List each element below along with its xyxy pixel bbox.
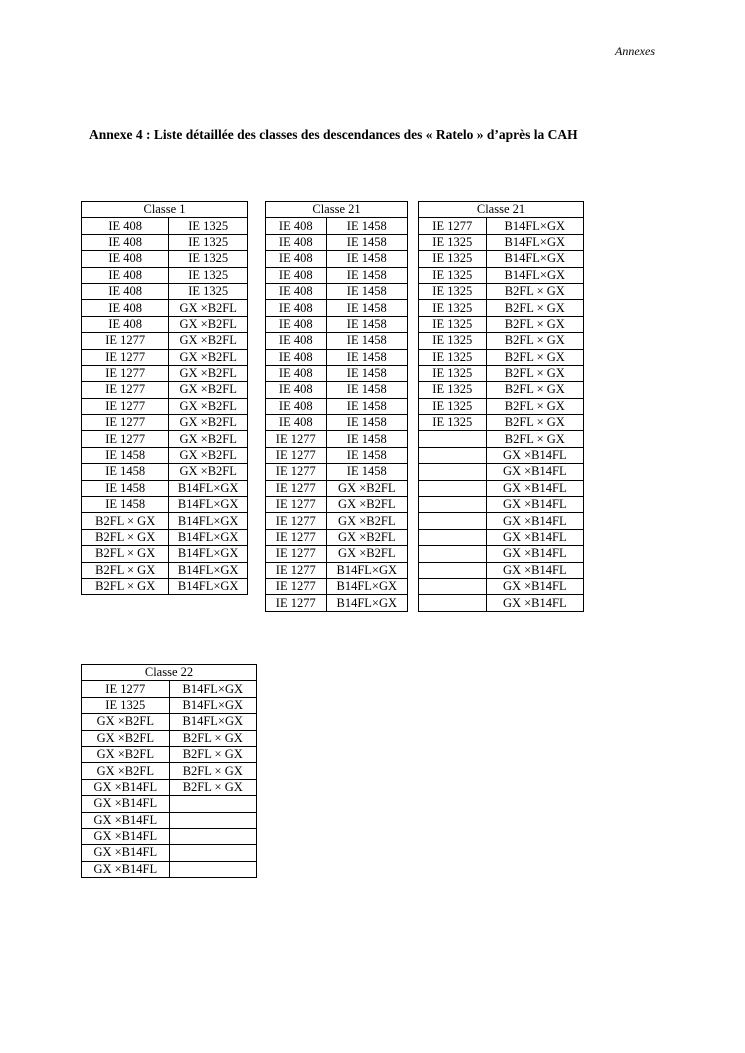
table-row [82,398,248,414]
cell-parent-2: GX ×B2FL [169,447,248,463]
cell-parent-2: B14FL×GX [486,251,583,267]
table-caption: Classe 21 [419,202,584,218]
table-row [82,812,257,828]
cell-parent-2: B2FL × GX [169,779,256,795]
table-row [82,431,248,447]
cell-parent-2: B14FL×GX [169,681,256,697]
cell-parent-1 [419,562,487,578]
page-title: Annexe 4 : Liste détaillée des classes des descendances des « Ratelo » d’après la CAH [89,127,578,142]
table-row [82,333,248,349]
table-row [82,697,257,713]
cell-parent-2: B2FL × GX [486,382,583,398]
cell-parent-1: GX ×B2FL [82,746,170,762]
cell-parent-1: IE 1325 [419,398,487,414]
cell-parent-1: GX ×B14FL [82,861,170,877]
cell-parent-1: GX ×B14FL [82,779,170,795]
table-row [82,513,248,529]
table-row [266,415,408,431]
table-row [266,267,408,283]
table-row [266,251,408,267]
table-row [266,562,408,578]
cell-parent-2: GX ×B2FL [169,365,248,381]
cell-parent-2: IE 1458 [326,415,408,431]
cell-parent-2: IE 1458 [326,218,408,234]
cell-parent-2: B2FL × GX [169,763,256,779]
cell-parent-2: B14FL×GX [169,578,248,594]
table-caption: Classe 1 [82,202,248,218]
cell-parent-1: IE 1277 [82,398,169,414]
cell-parent-2: GX ×B14FL [486,480,583,496]
table-row [82,681,257,697]
cell-parent-1: IE 1277 [82,415,169,431]
table-row [419,300,584,316]
cell-parent-2: B14FL×GX [169,714,256,730]
cell-parent-1: GX ×B2FL [82,714,170,730]
cell-parent-2: B2FL × GX [486,431,583,447]
table-row [266,382,408,398]
cell-parent-2: IE 1458 [326,234,408,250]
cell-parent-1: IE 1325 [419,251,487,267]
cell-parent-2: B14FL×GX [326,595,408,611]
cell-parent-2: B14FL×GX [486,218,583,234]
cell-parent-1 [419,431,487,447]
table-row [82,382,248,398]
table-row [419,333,584,349]
table-row [266,546,408,562]
table-row [266,316,408,332]
table-row [82,300,248,316]
cell-parent-2 [169,845,256,861]
cell-parent-2: B14FL×GX [169,529,248,545]
table-row [82,746,257,762]
cell-parent-2: GX ×B2FL [326,529,408,545]
table-row [82,365,248,381]
cell-parent-1 [419,546,487,562]
cell-parent-2: IE 1458 [326,398,408,414]
table-row [266,513,408,529]
table-row [82,349,248,365]
cell-parent-2: B2FL × GX [486,300,583,316]
table-row [419,349,584,365]
cell-parent-2: B2FL × GX [486,283,583,299]
table-row [266,349,408,365]
table-row [419,431,584,447]
table-row [419,513,584,529]
cell-parent-1: IE 1458 [82,497,169,513]
cell-parent-1: IE 1277 [419,218,487,234]
table-row [419,447,584,463]
cell-parent-1: B2FL × GX [82,578,169,594]
table-row [419,267,584,283]
cell-parent-1: B2FL × GX [82,546,169,562]
table-row [82,763,257,779]
cell-parent-2: GX ×B2FL [169,316,248,332]
cell-parent-2: IE 1458 [326,251,408,267]
table-row [266,578,408,594]
table-row [419,480,584,496]
cell-parent-1: IE 1277 [266,431,327,447]
cell-parent-1: IE 408 [266,283,327,299]
cell-parent-2: GX ×B2FL [169,398,248,414]
cell-parent-2: B14FL×GX [486,267,583,283]
table-row [419,529,584,545]
header-label: Annexes [615,44,655,58]
cell-parent-2: IE 1325 [169,251,248,267]
cell-parent-2: IE 1458 [326,464,408,480]
cell-parent-1: B2FL × GX [82,562,169,578]
cell-parent-1: IE 408 [266,365,327,381]
cell-parent-2: IE 1458 [326,431,408,447]
cell-parent-2: GX ×B14FL [486,578,583,594]
table-row [266,300,408,316]
cell-parent-2: GX ×B2FL [169,349,248,365]
cell-parent-1: IE 408 [82,234,169,250]
cell-parent-1: IE 408 [82,316,169,332]
cell-parent-2 [169,796,256,812]
table-row [82,828,257,844]
class-table-21b [418,201,584,612]
cell-parent-1: IE 1325 [419,349,487,365]
cell-parent-2: B14FL×GX [326,578,408,594]
cell-parent-1: IE 408 [82,251,169,267]
cell-parent-1: IE 1458 [82,480,169,496]
table-row [266,480,408,496]
cell-parent-1 [419,595,487,611]
table-row [82,267,248,283]
table-row [82,730,257,746]
cell-parent-2: GX ×B14FL [486,513,583,529]
cell-parent-2: GX ×B2FL [169,333,248,349]
class-table-22 [81,664,257,878]
table-row [419,382,584,398]
cell-parent-1: IE 1277 [82,431,169,447]
cell-parent-1: IE 1277 [266,546,327,562]
cell-parent-1: IE 408 [82,267,169,283]
table-row [266,218,408,234]
table-row [419,562,584,578]
cell-parent-2: IE 1458 [326,300,408,316]
table-row [266,497,408,513]
table-row [82,480,248,496]
cell-parent-2: GX ×B2FL [326,513,408,529]
cell-parent-2: GX ×B2FL [326,497,408,513]
cell-parent-1 [419,497,487,513]
cell-parent-1: GX ×B14FL [82,828,170,844]
table-row [419,365,584,381]
table-row [419,234,584,250]
cell-parent-1: IE 1277 [82,365,169,381]
cell-parent-2: B2FL × GX [486,398,583,414]
cell-parent-1: GX ×B2FL [82,763,170,779]
cell-parent-1: IE 1277 [266,497,327,513]
cell-parent-1: IE 1458 [82,464,169,480]
cell-parent-1 [419,529,487,545]
cell-parent-2: B2FL × GX [486,365,583,381]
table-row [82,529,248,545]
table-row [82,796,257,812]
table-row [82,283,248,299]
cell-parent-1 [419,447,487,463]
table-row [266,595,408,611]
cell-parent-2: IE 1325 [169,218,248,234]
table-row [266,447,408,463]
table-row [419,415,584,431]
table-row [82,316,248,332]
table-row [82,497,248,513]
cell-parent-1: IE 1277 [266,447,327,463]
cell-parent-1: IE 408 [266,349,327,365]
cell-parent-2: B2FL × GX [169,730,256,746]
cell-parent-1: GX ×B14FL [82,812,170,828]
table-row [82,779,257,795]
table-row [82,546,248,562]
cell-parent-1: IE 408 [266,316,327,332]
cell-parent-1: IE 1325 [419,382,487,398]
cell-parent-2: GX ×B2FL [326,546,408,562]
table-row [419,464,584,480]
cell-parent-1: IE 1325 [419,267,487,283]
table-row [419,497,584,513]
table-row [419,251,584,267]
cell-parent-1: IE 1458 [82,447,169,463]
cell-parent-1: IE 408 [266,415,327,431]
cell-parent-1: IE 1277 [82,382,169,398]
cell-parent-1: IE 1325 [82,697,170,713]
table-row [82,578,248,594]
cell-parent-2: IE 1325 [169,234,248,250]
cell-parent-1: IE 1277 [82,349,169,365]
table-row [266,529,408,545]
cell-parent-2: GX ×B2FL [169,415,248,431]
cell-parent-2: B14FL×GX [326,562,408,578]
cell-parent-2: IE 1458 [326,382,408,398]
cell-parent-2: GX ×B14FL [486,595,583,611]
cell-parent-2: B2FL × GX [486,349,583,365]
cell-parent-1: IE 408 [266,267,327,283]
table-row [82,218,248,234]
cell-parent-2: GX ×B14FL [486,562,583,578]
cell-parent-1: IE 1277 [266,480,327,496]
table-row [266,234,408,250]
class-table-1 [81,201,248,595]
cell-parent-2: IE 1458 [326,447,408,463]
table-row [419,595,584,611]
table-caption: Classe 22 [82,665,257,681]
table-row [266,431,408,447]
cell-parent-2: IE 1325 [169,283,248,299]
cell-parent-2: GX ×B14FL [486,546,583,562]
cell-parent-1: IE 1277 [82,681,170,697]
table-row [82,415,248,431]
class-table-21a [265,201,408,612]
cell-parent-2: GX ×B2FL [169,382,248,398]
cell-parent-1 [419,578,487,594]
table-row [419,578,584,594]
table-row [82,845,257,861]
cell-parent-1: GX ×B14FL [82,845,170,861]
cell-parent-1: IE 408 [266,251,327,267]
table-row [82,861,257,877]
cell-parent-1: IE 1325 [419,234,487,250]
table-row [266,333,408,349]
cell-parent-2: IE 1458 [326,283,408,299]
cell-parent-2: GX ×B14FL [486,529,583,545]
cell-parent-1: GX ×B2FL [82,730,170,746]
cell-parent-2: B14FL×GX [486,234,583,250]
cell-parent-2: B2FL × GX [486,415,583,431]
cell-parent-2: B2FL × GX [169,746,256,762]
cell-parent-2: B14FL×GX [169,697,256,713]
table-row [266,398,408,414]
cell-parent-1 [419,513,487,529]
cell-parent-2: GX ×B2FL [169,431,248,447]
cell-parent-2: GX ×B14FL [486,464,583,480]
table-row [419,218,584,234]
cell-parent-1: IE 408 [266,218,327,234]
cell-parent-2: B14FL×GX [169,497,248,513]
cell-parent-2: B2FL × GX [486,316,583,332]
cell-parent-2: B14FL×GX [169,480,248,496]
cell-parent-1: IE 1325 [419,365,487,381]
table-caption: Classe 21 [266,202,408,218]
cell-parent-1: IE 408 [266,398,327,414]
table-row [419,398,584,414]
cell-parent-1: IE 408 [82,218,169,234]
table-row [82,464,248,480]
cell-parent-2: B14FL×GX [169,546,248,562]
cell-parent-1: IE 1277 [266,464,327,480]
cell-parent-1: IE 408 [266,333,327,349]
cell-parent-1: GX ×B14FL [82,796,170,812]
cell-parent-1: IE 1277 [266,595,327,611]
cell-parent-2: B14FL×GX [169,562,248,578]
table-row [266,283,408,299]
cell-parent-2: GX ×B2FL [169,300,248,316]
cell-parent-1: IE 1325 [419,283,487,299]
cell-parent-1: IE 408 [266,300,327,316]
cell-parent-1: B2FL × GX [82,529,169,545]
cell-parent-1: IE 1277 [266,578,327,594]
table-row [266,365,408,381]
cell-parent-2: B14FL×GX [169,513,248,529]
cell-parent-1: IE 1325 [419,415,487,431]
cell-parent-2: IE 1458 [326,365,408,381]
table-row [82,562,248,578]
table-row [82,251,248,267]
cell-parent-2: IE 1325 [169,267,248,283]
cell-parent-2: B2FL × GX [486,333,583,349]
table-row [419,546,584,562]
cell-parent-1 [419,480,487,496]
cell-parent-1: IE 1325 [419,333,487,349]
cell-parent-1 [419,464,487,480]
table-row [82,714,257,730]
cell-parent-1: IE 1277 [82,333,169,349]
cell-parent-1: IE 408 [82,283,169,299]
cell-parent-2: GX ×B14FL [486,447,583,463]
cell-parent-1: IE 1277 [266,562,327,578]
cell-parent-1: IE 408 [266,234,327,250]
table-row [266,464,408,480]
cell-parent-1: IE 1325 [419,316,487,332]
cell-parent-2: IE 1458 [326,349,408,365]
cell-parent-2: GX ×B14FL [486,497,583,513]
cell-parent-2 [169,812,256,828]
cell-parent-2 [169,861,256,877]
cell-parent-2 [169,828,256,844]
cell-parent-1: IE 1277 [266,529,327,545]
table-row [419,316,584,332]
cell-parent-1: IE 408 [266,382,327,398]
cell-parent-1: B2FL × GX [82,513,169,529]
cell-parent-1: IE 1277 [266,513,327,529]
table-row [419,283,584,299]
cell-parent-2: IE 1458 [326,267,408,283]
cell-parent-2: IE 1458 [326,316,408,332]
cell-parent-1: IE 408 [82,300,169,316]
cell-parent-2: IE 1458 [326,333,408,349]
cell-parent-2: GX ×B2FL [326,480,408,496]
cell-parent-1: IE 1325 [419,300,487,316]
table-row [82,234,248,250]
cell-parent-2: GX ×B2FL [169,464,248,480]
table-row [82,447,248,463]
